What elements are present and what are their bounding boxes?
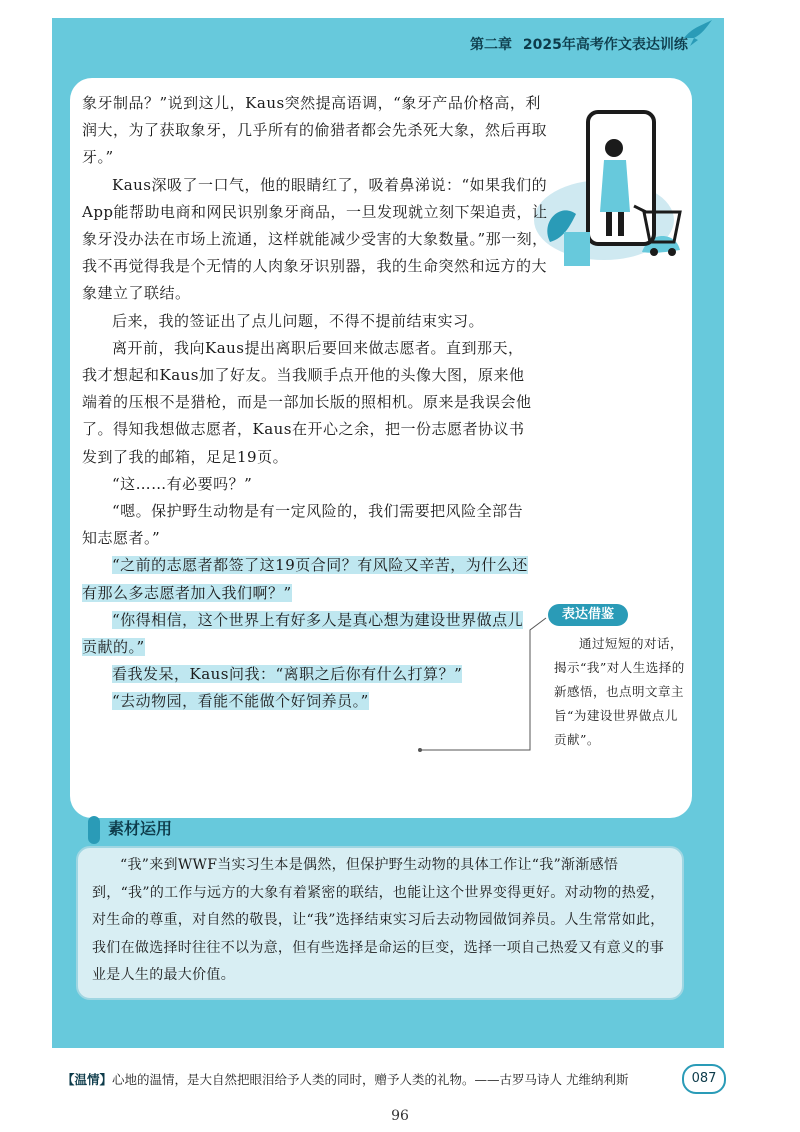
material-title: 素材运用 (108, 819, 173, 838)
page-number: 96 (391, 1108, 409, 1124)
highlighted-dialogue-4: “去动物园，看能不能做个好饲养员。” (112, 692, 369, 711)
paragraph-5: “这……有必要吗？” (112, 474, 253, 493)
paragraph-1: 象牙制品？”说到这儿，Kaus突然提高语调，“象牙产品价格高，利润大，为了获取象牙，几乎所有的偷猎者都会先杀死大象，然后再取牙。” (82, 94, 548, 167)
material-section-title (88, 812, 172, 846)
paragraph-6: “嗯。保护野生动物是有一定风险的，我们需要把风险全部告知志愿者。” (82, 502, 524, 548)
footer-tag: 【温情】 (62, 1072, 113, 1087)
side-note-tag: 表达借鉴 (548, 604, 628, 626)
paragraph-4: 离开前，我向Kaus提出离职后要回来做志愿者。直到那天，我才想起和Kaus加了好友。当我顺手点开他的头像大图，原来他端着的压根不是猎枪，而是一部加长版的照相机。原来是我误会他了。得知我想做志愿者，Kaus在开心之余，把一份志愿者协议书发到了我的邮箱，足足19页。 (82, 338, 532, 466)
paragraph-7 (82, 552, 534, 606)
highlighted-dialogue-3: 看我发呆，Kaus问我：“离职之后你有什么打算？” (112, 665, 463, 684)
chapter-title: 2025年高考作文表达训练 (522, 37, 688, 53)
page-badge: 087 (682, 1064, 726, 1094)
chapter-label: 第二章 (470, 37, 512, 53)
chapter-header (470, 34, 720, 60)
phone-shopping-illustration (530, 102, 692, 280)
footer-quote (62, 1070, 662, 1088)
section-marker-icon (88, 816, 100, 844)
side-note (548, 596, 694, 764)
highlighted-dialogue-2: “你得相信，这个世界上有好多人是真心想为建设世界做点儿贡献的。” (82, 610, 524, 657)
side-note-text: 通过短短的对话，揭示“我”对人生选择的新感悟，也点明文章主旨“为建设世界做点儿贡献”。 (554, 636, 685, 747)
highlighted-dialogue-1: “之前的志愿者都签了这19页合同？有风险又辛苦，为什么还有那么多志愿者加入我们啊？” (82, 556, 528, 602)
material-text: “我”来到WWF当实习生本是偶然，但保护野生动物的具体工作让“我”渐渐感悟到，“我”的工作与远方的大象有着紧密的联结，也能让这个世界变得更好。对动物的热爱，对生命的尊重，对自然的敬畏，让“我”选择结束实习后去动物园做饲养员。人生常常如此，我们在做选择时往往不以为意，但有些选择是命运的巨变，选择一项自己热爱又有意义的事业是人生的最大价值。 (92, 857, 665, 983)
paragraph-2: Kaus深吸了一口气，他的眼睛红了，吸着鼻涕说：“如果我们的App能帮助电商和网民识别象牙商品，一旦发现就立刻下架追责，让象牙没办法在市场上流通，这样就能减少受害的大象数量。”那一刻，我不再觉得我是个无情的人肉象牙识别器，我的生命突然和远方的大象建立了联结。 (82, 175, 548, 303)
paragraph-3: 后来，我的签证出了点儿问题，不得不提前结束实习。 (112, 311, 485, 330)
annotation-connector (400, 610, 560, 770)
footer-quote-text: 心地的温情，是大自然把眼泪给予人类的同时，赠予人类的礼物。——古罗马诗人 尤维纳利斯 (112, 1072, 629, 1087)
